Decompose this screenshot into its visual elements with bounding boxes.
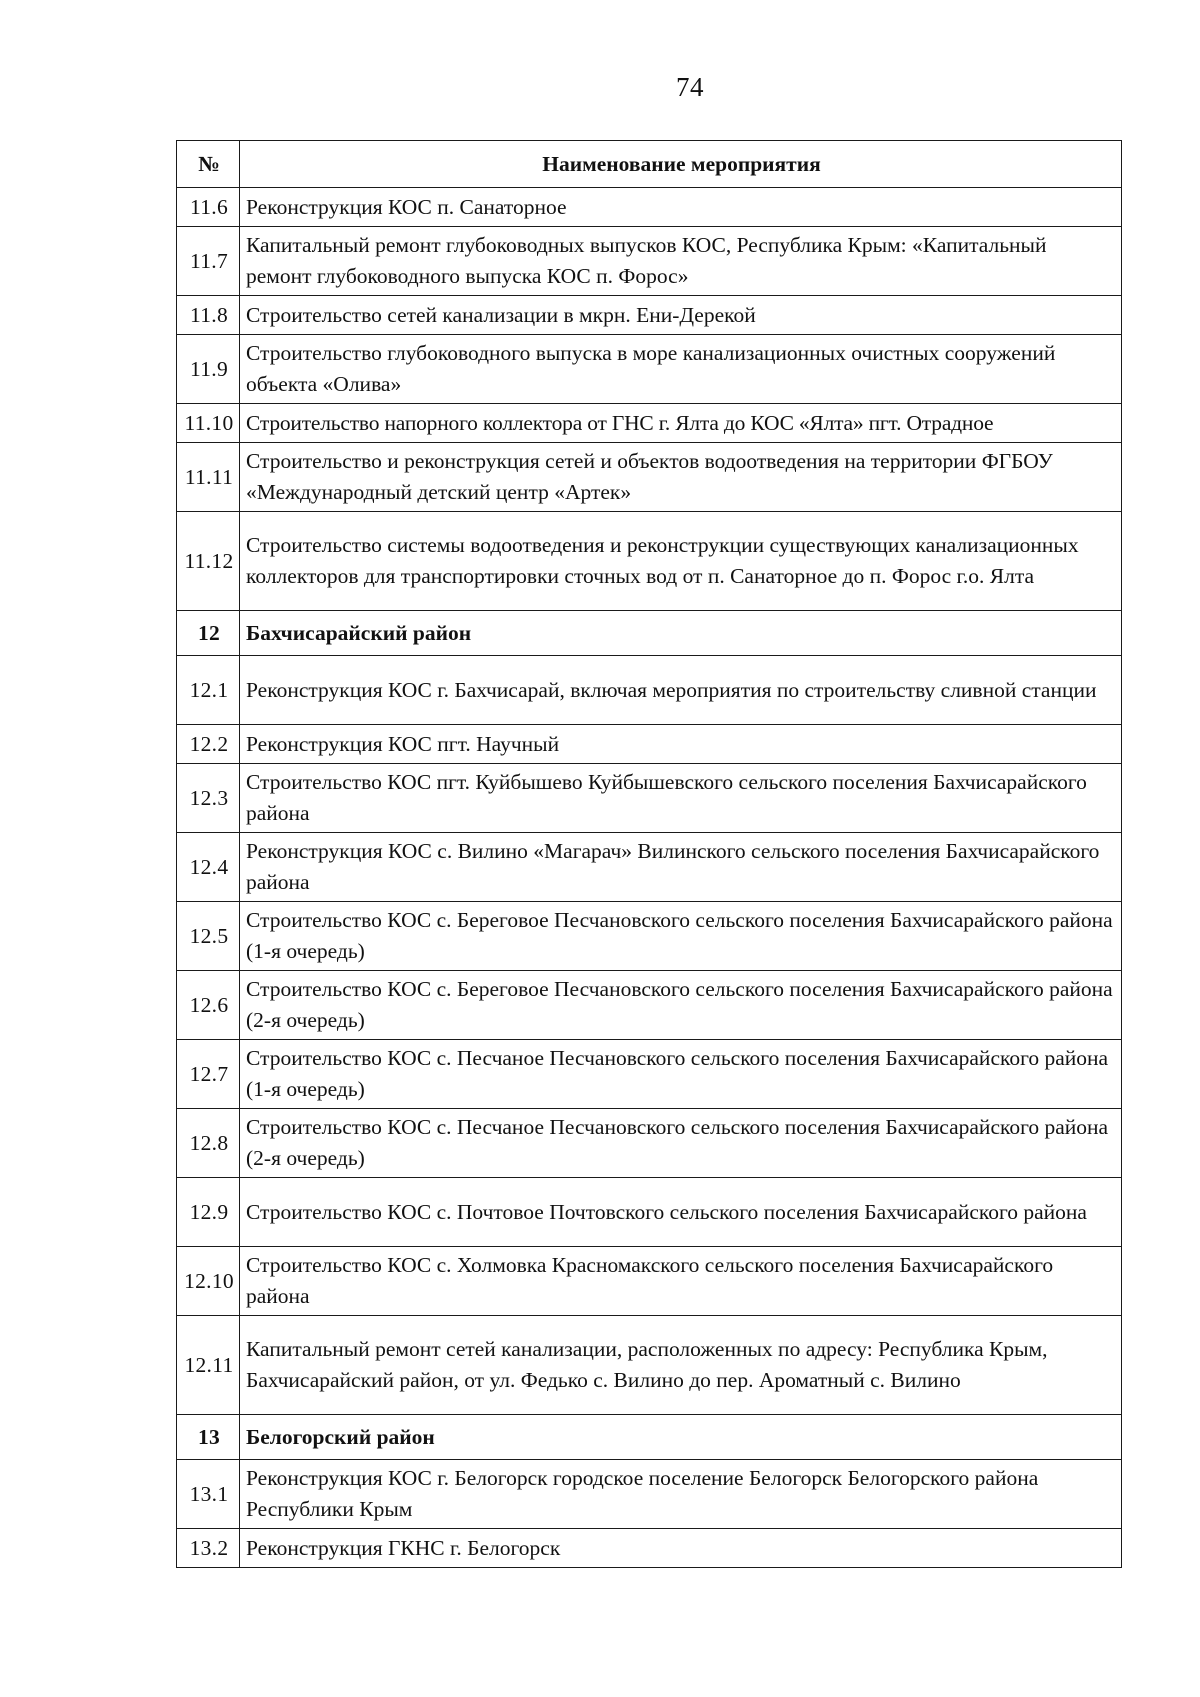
section-row <box>177 611 1122 656</box>
row-number: 11.9 <box>177 335 240 404</box>
table-row <box>177 1460 1122 1529</box>
section-row <box>177 1415 1122 1460</box>
table-row <box>177 404 1122 443</box>
row-number: 12.1 <box>177 656 240 725</box>
table-row <box>177 902 1122 971</box>
row-number: 12.11 <box>177 1316 240 1415</box>
header-num: № <box>177 141 240 188</box>
row-name: Реконструкция КОС пгт. Научный <box>240 725 1122 764</box>
row-number: 12.5 <box>177 902 240 971</box>
row-name: Строительство КОС с. Холмовка Красномакского сельского поселения Бахчисарайского района <box>240 1247 1122 1316</box>
row-name: Капитальный ремонт глубоководных выпусков КОС, Республика Крым: «Капитальный ремонт глубоководного выпуска КОС п. Форос» <box>240 227 1122 296</box>
row-number: 11.7 <box>177 227 240 296</box>
row-name: Строительство напорного коллектора от ГНС г. Ялта до КОС «Ялта» пгт. Отрадное <box>240 404 1122 443</box>
table-row <box>177 296 1122 335</box>
row-name: Реконструкция КОС г. Белогорск городское поселение Белогорск Белогорского района Республики Крым <box>240 1460 1122 1529</box>
table-row <box>177 1040 1122 1109</box>
row-number: 12.8 <box>177 1109 240 1178</box>
table-row <box>177 833 1122 902</box>
row-number: 12.3 <box>177 764 240 833</box>
row-name: Строительство системы водоотведения и реконструкции существующих канализационных коллекторов для транспортировки сточных вод от п. Санаторное до п. Форос г.о. Ялта <box>240 512 1122 611</box>
row-number: 12.7 <box>177 1040 240 1109</box>
table-row <box>177 1529 1122 1568</box>
table-row <box>177 656 1122 725</box>
row-name: Реконструкция КОС г. Бахчисарай, включая мероприятия по строительству сливной станции <box>240 656 1122 725</box>
row-name: Капитальный ремонт сетей канализации, расположенных по адресу: Республика Крым, Бахчисарайский район, от ул. Федько с. Вилино до пер. Ароматный с. Вилино <box>240 1316 1122 1415</box>
row-number: 12.9 <box>177 1178 240 1247</box>
row-number: 13.1 <box>177 1460 240 1529</box>
row-number: 12.6 <box>177 971 240 1040</box>
row-name: Строительство КОС с. Почтовое Почтовского сельского поселения Бахчисарайского района <box>240 1178 1122 1247</box>
row-name: Строительство КОС с. Песчаное Песчановского сельского поселения Бахчисарайского района (2-я очередь) <box>240 1109 1122 1178</box>
row-name: Строительство глубоководного выпуска в море канализационных очистных сооружений объекта «Олива» <box>240 335 1122 404</box>
row-name: Реконструкция КОС п. Санаторное <box>240 188 1122 227</box>
section-title: Бахчисарайский район <box>240 611 1122 656</box>
row-name: Строительство КОС с. Береговое Песчановского сельского поселения Бахчисарайского района (2-я очередь) <box>240 971 1122 1040</box>
row-number: 12.10 <box>177 1247 240 1316</box>
table-row <box>177 725 1122 764</box>
section-title: Белогорский район <box>240 1415 1122 1460</box>
table-row <box>177 1178 1122 1247</box>
row-number: 13.2 <box>177 1529 240 1568</box>
row-name: Реконструкция КОС с. Вилино «Магарач» Вилинского сельского поселения Бахчисарайского района <box>240 833 1122 902</box>
section-number: 13 <box>177 1415 240 1460</box>
table-row <box>177 1316 1122 1415</box>
page-number: 74 <box>676 72 704 102</box>
table-row <box>177 764 1122 833</box>
row-number: 11.10 <box>177 404 240 443</box>
row-number: 11.6 <box>177 188 240 227</box>
row-number: 11.11 <box>177 443 240 512</box>
table-row <box>177 1247 1122 1316</box>
row-name: Строительство и реконструкция сетей и объектов водоотведения на территории ФГБОУ «Международный детский центр «Артек» <box>240 443 1122 512</box>
table-header-row <box>177 141 1122 188</box>
row-name: Строительство КОС пгт. Куйбышево Куйбышевского сельского поселения Бахчисарайского района <box>240 764 1122 833</box>
row-number: 11.12 <box>177 512 240 611</box>
row-name: Строительство КОС с. Песчаное Песчановского сельского поселения Бахчисарайского района (1-я очередь) <box>240 1040 1122 1109</box>
table-row <box>177 335 1122 404</box>
table-row <box>177 971 1122 1040</box>
row-name: Реконструкция ГКНС г. Белогорск <box>240 1529 1122 1568</box>
section-number: 12 <box>177 611 240 656</box>
row-number: 12.2 <box>177 725 240 764</box>
row-number: 11.8 <box>177 296 240 335</box>
table-row <box>177 512 1122 611</box>
table-row <box>177 188 1122 227</box>
table-row <box>177 1109 1122 1178</box>
row-number: 12.4 <box>177 833 240 902</box>
table-row <box>177 443 1122 512</box>
row-name: Строительство КОС с. Береговое Песчановского сельского поселения Бахчисарайского района (1-я очередь) <box>240 902 1122 971</box>
row-name: Строительство сетей канализации в мкрн. Ени-Дерекой <box>240 296 1122 335</box>
events-table <box>176 140 1122 1568</box>
header-name: Наименование мероприятия <box>240 141 1122 188</box>
table-row <box>177 227 1122 296</box>
